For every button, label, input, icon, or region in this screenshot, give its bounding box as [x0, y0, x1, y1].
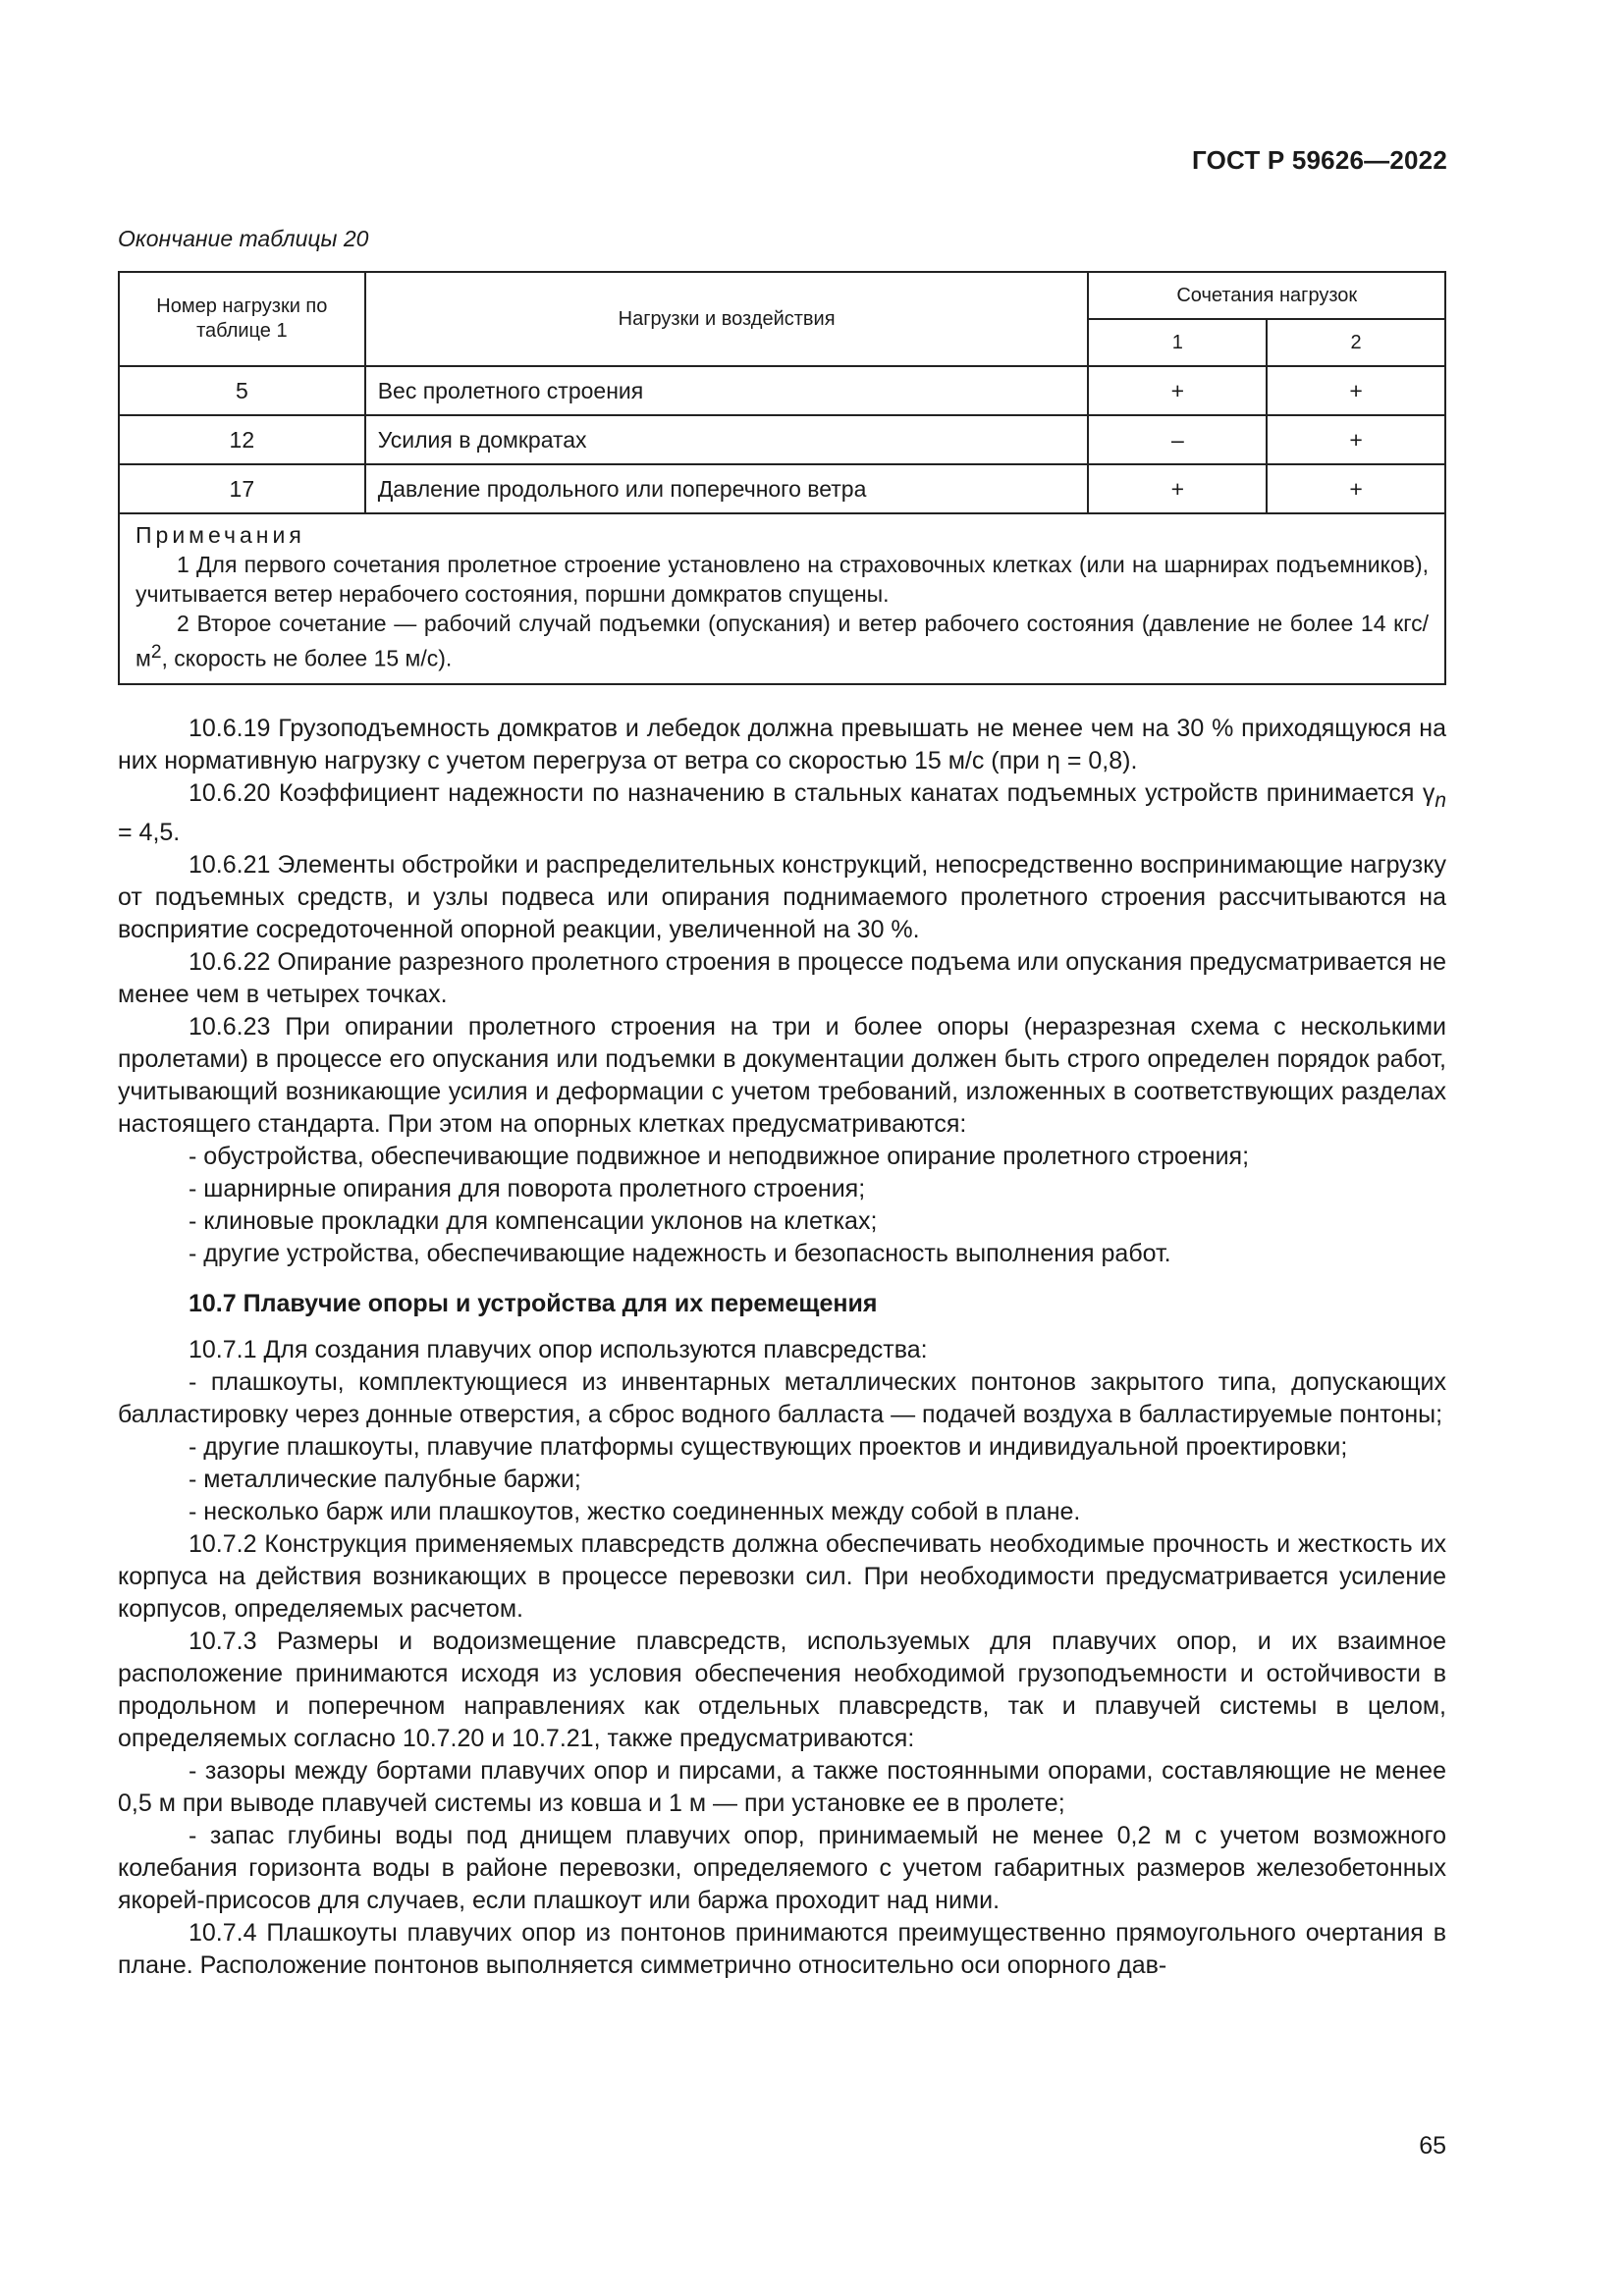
table-notes — [119, 513, 1445, 684]
paragraph-10-7-3: 10.7.3 Размеры и водоизмещение плавсредств, используемых для плавучих опор, и их взаимное расположение принимаются исходя из условия обеспечения необходимой грузоподъемности и остойчивости в продольном и поперечном направлениях как отдельных плавсредств, так и плавучей системы в целом, определяемых согласно 10.7.20 и 10.7.21, также предусматриваются: — [118, 1628, 1446, 1752]
paragraph-10-6-22: 10.6.22 Опирание разрезного пролетного строения в процессе подъема или опускания предусматривается не менее чем в четырех точках. — [118, 948, 1446, 1008]
header-combination-2: 2 — [1267, 319, 1445, 366]
paragraph-10-7-4: 10.7.4 Плашкоуты плавучих опор из понтонов принимаются преимущественно прямоугольного очертания в плане. Расположение понтонов выполняется симметрично относительно оси опорного дав- — [118, 1919, 1446, 1979]
combination-2-mark: + — [1267, 366, 1445, 415]
list-item: - другие плашкоуты, плавучие платформы существующих проектов и индивидуальной проектировки; — [189, 1433, 1348, 1461]
notes-title: Примечания — [135, 522, 305, 548]
list-item: - плашкоуты, комплектующиеся из инвентарных металлических понтонов закрытого типа, допускающих балластировку через донные отверстия, а сброс водного балласта — подачей воздуха в балластируемые понтоны; — [118, 1368, 1446, 1428]
load-combination-table — [118, 271, 1446, 685]
table-caption: Окончание таблицы 20 — [118, 226, 369, 251]
header-load-number: Номер нагрузки по таблице 1 — [119, 272, 365, 366]
combination-2-mark: + — [1267, 415, 1445, 464]
paragraph-10-6-19: 10.6.19 Грузоподъемность домкратов и лебедок должна превышать не менее чем на 30 % приходящуюся на них нормативную нагрузку с учетом перегруза от ветра со скоростью 15 м/с (при η = 0,8). — [118, 715, 1446, 774]
header-load-name: Нагрузки и воздействия — [365, 272, 1089, 366]
list-item: - запас глубины воды под днищем плавучих опор, принимаемый не менее 0,2 м с учетом возможного колебания горизонта воды в районе перевозки, определяемого с учетом габаритных размеров железобетонных якорей-присосов для случаев, если плашкоут или баржа проходит над ними. — [118, 1822, 1446, 1914]
load-name: Вес пролетного строения — [365, 366, 1089, 415]
paragraph-10-7-2: 10.7.2 Конструкция применяемых плавсредств должна обеспечивать необходимые прочность и жесткость их корпуса на действия возникающих в процессе перевозки сил. При необходимости предусматривается усиление корпусов, определяемых расчетом. — [118, 1530, 1446, 1623]
list-item: - другие устройства, обеспечивающие надежность и безопасность выполнения работ. — [189, 1240, 1171, 1267]
note-1: 1 Для первого сочетания пролетное строение установлено на страховочных клетках (или на шарнирах подъемников), учитывается ветер нерабочего состояния, поршни домкратов спущены. — [135, 552, 1429, 607]
load-name: Усилия в домкратах — [365, 415, 1089, 464]
combination-1-mark: + — [1088, 464, 1267, 513]
paragraph-10-7-1: 10.7.1 Для создания плавучих опор используются плавсредства: — [189, 1336, 928, 1363]
paragraph-10-6-20: 10.6.20 Коэффициент надежности по назначению в стальных канатах подъемных устройств принимается $\gamma_n = 4,5$. — [118, 779, 1446, 846]
paragraph-10-6-23: 10.6.23 При опирании пролетного строения на три и более опоры (неразрезная схема с несколькими пролетами) в процессе его опускания или подъемки в документации должен быть строго определен порядок работ, учитывающий возникающие усилия и деформации с учетом требований, изложенных в соответствующих разделах настоящего стандарта. При этом на опорных клетках предусматриваются: — [118, 1013, 1446, 1138]
list-item: - клиновые прокладки для компенсации уклонов на клетках; — [189, 1207, 878, 1235]
combination-2-mark: + — [1267, 464, 1445, 513]
section-heading: 10.7 Плавучие опоры и устройства для их перемещения — [189, 1290, 878, 1317]
load-number: 17 — [119, 464, 365, 513]
load-number: 5 — [119, 366, 365, 415]
list-item: - зазоры между бортами плавучих опор и пирсами, а также постоянными опорами, составляющие не менее 0,5 м при выводе плавучей системы из ковша и 1 м — при установке ее в пролете; — [118, 1757, 1446, 1817]
load-name: Давление продольного или поперечного ветра — [365, 464, 1089, 513]
list-item: - несколько барж или плашкоутов, жестко соединенных между собой в плане. — [189, 1498, 1081, 1525]
document-code: ГОСТ Р 59626—2022 — [1192, 145, 1447, 175]
list-item: - шарнирные опирания для поворота пролетного строения; — [189, 1175, 866, 1202]
body-text — [118, 713, 1446, 1982]
load-number: 12 — [119, 415, 365, 464]
list-item: - обустройства, обеспечивающие подвижное и неподвижное опирание пролетного строения; — [189, 1143, 1250, 1170]
page-number: 65 — [1419, 2132, 1446, 2160]
table-row — [119, 366, 1445, 415]
header-combinations: Сочетания нагрузок — [1088, 272, 1445, 319]
table-row — [119, 464, 1445, 513]
paragraph-10-6-21: 10.6.21 Элементы обстройки и распределительных конструкций, непосредственно воспринимающие нагрузку от подъемных средств, и узлы подвеса или опирания поднимаемого пролетного строения рассчитываются на восприятие сосредоточенной опорной реакции, увеличенной на 30 %. — [118, 851, 1446, 943]
header-combination-1: 1 — [1088, 319, 1267, 366]
combination-1-mark: – — [1088, 415, 1267, 464]
table-row — [119, 415, 1445, 464]
note-2: 2 Второе сочетание — рабочий случай подъемки (опускания) и ветер рабочего состояния (давление не более 14 кгс/$м^2$, скорость не более 15 м/с). — [135, 611, 1429, 671]
combination-1-mark: + — [1088, 366, 1267, 415]
list-item: - металлические палубные баржи; — [189, 1466, 581, 1493]
